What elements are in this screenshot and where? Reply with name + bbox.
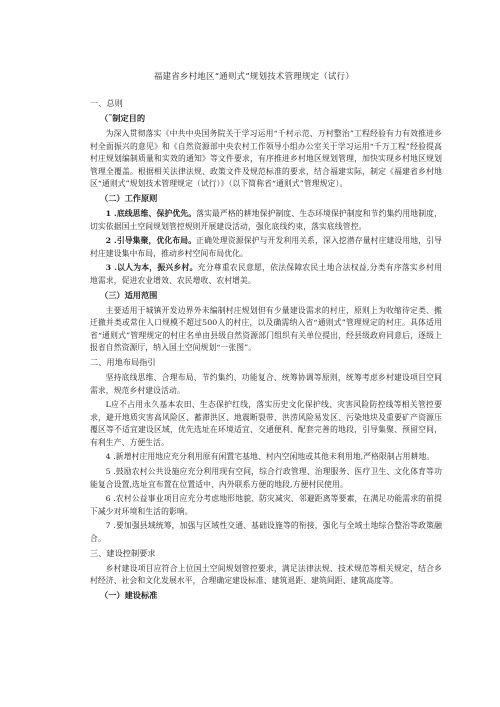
principle-item-2 bbox=[90, 235, 442, 260]
section-heading-general: 一、总则 bbox=[90, 98, 123, 108]
paragraph-land-use-5: 5 .鼓励农村公共设施应充分利用现有空间，综合行政管理、治理服务、医疗卫生、文化体育等功能复合设置,选址宜布置在位置适中、内外联系方便的地段,方便村民使用。 bbox=[90, 467, 442, 489]
principle-item-3 bbox=[90, 262, 442, 287]
paragraph-scope: 主要适用于城镇开发边界外未编制村庄规划但有少量建设需求的村庄，原则上为收缩待定类、搬迁撤并类或常住人口规模不超过500人的村庄，以及确需纳入省“通则式”管理规定的村庄。具体适用省“通则式”管理规定的村庄名单由县级自然资源部门组织有关单位提出，经县级政府同意后，逐级上报省自然资源厅，纳入国土空间规划“一张图”。 bbox=[90, 305, 442, 353]
principle-text: 充分尊重农民意愿，依法保障农民土地合法权益,分类有序落实乡村用地需求，促进农业增效、农民增收、农村增美。 bbox=[90, 263, 443, 285]
paragraph-land-use-1: L应不占用永久基本农田、生态保护红线，落实历史文化保护线、灾害风险防控线等相关管控要求，避开地质灾害高风险区、蓄滞洪区、地震断裂带、洪涝风险易发区、污染地块及重要矿产资源压覆区等不适宜建设区域，优先选址在环境适宜、交通便利、配套完善的地段，引导集聚、预留空间，有利生产、方便生活。 bbox=[90, 400, 442, 447]
paragraph-construction: 乡村建设项目应符合上位国土空间规划管控要求，满足法律法规、技术规范等相关规定，结合乡村经济、社会和文化发展水平，合理确定建设标准、建筑退距、建筑间距、建筑高度等。 bbox=[90, 563, 442, 586]
paragraph-land-use-7: 7 .要加强县域统筹，加强与区域性交通、基础设施等的衔接，强化与全域土地综合整治等政策融合。 bbox=[90, 521, 442, 544]
principle-lead: 3 .以人为本，振兴乡村。 bbox=[105, 263, 198, 273]
paragraph-land-use-intro: 坚持底线思维、合理布局、节约集约、功能复合、统筹协调等原则，统筹考虑乡村建设项目空间需求，规范乡村建设活动。 bbox=[90, 372, 442, 395]
principle-text: 落实最严格的耕地保护制度、生态环境保护制度和节约集约用地制度，切实依据国土空间规划管控规则开展建设活动，强化底线约束，落实底线管控。 bbox=[90, 208, 442, 231]
principle-text: 正确处理资源保护与开发利用关系，深入挖潜存量村庄建设用地，引导村庄建设集中布局，推动乡村空间布局优化。 bbox=[90, 236, 442, 258]
paragraph-land-use-4: 4 .新增村庄用地应充分利用原有闲置宅基地、村内空闲地或其他未利用地,严格限制占用耕地。 bbox=[105, 452, 435, 462]
paragraph-purpose: 为深入贯彻落实《中共中央国务院关于学习运用“千村示范、万村整治”工程经验有力有效推进乡村全面振兴的意见》和《自然资源部中央农村工作领导小组办公室关于学习运用“千万工程”经验提高村庄规划编制质量和实效的通知》等文件要求，有序推进乡村地区规划管理，加快实现乡村地区规划管理全覆盖。根据相关法律法规、政策文件及规范标准的要求，结合福建实际，制定《福建省乡村地区“通则式”规划技术管理规定（试行）》（以下简称省“通则式”管理规定）。 bbox=[90, 129, 442, 189]
subheading-purpose: （˜制定目的 bbox=[100, 113, 146, 123]
principle-item-1 bbox=[90, 208, 442, 233]
subheading-standards: （一）建设标准 bbox=[100, 589, 158, 600]
subheading-principles: （二）工作原则 bbox=[100, 192, 158, 203]
subheading-scope: （三）适用范围 bbox=[100, 289, 158, 300]
section-heading-construction: 三、建设控制要求 bbox=[90, 547, 156, 558]
paragraph-land-use-6: 6 .农村公益事业项目应充分考虑地形地貌、防灾减灾、邻避距离等要素，在满足功能需求的前提下减少对环境和生活的影响。 bbox=[90, 494, 442, 516]
principle-lead: 1 .底线思维、保护优先。 bbox=[105, 208, 197, 218]
document-title: 福建省乡村地区“通则式”规划技术管理规定（试行） bbox=[153, 71, 354, 81]
principle-lead: 2 .引导集聚，优化布局。 bbox=[105, 236, 197, 246]
section-heading-land-use: 二、用地布局指引 bbox=[90, 356, 156, 367]
